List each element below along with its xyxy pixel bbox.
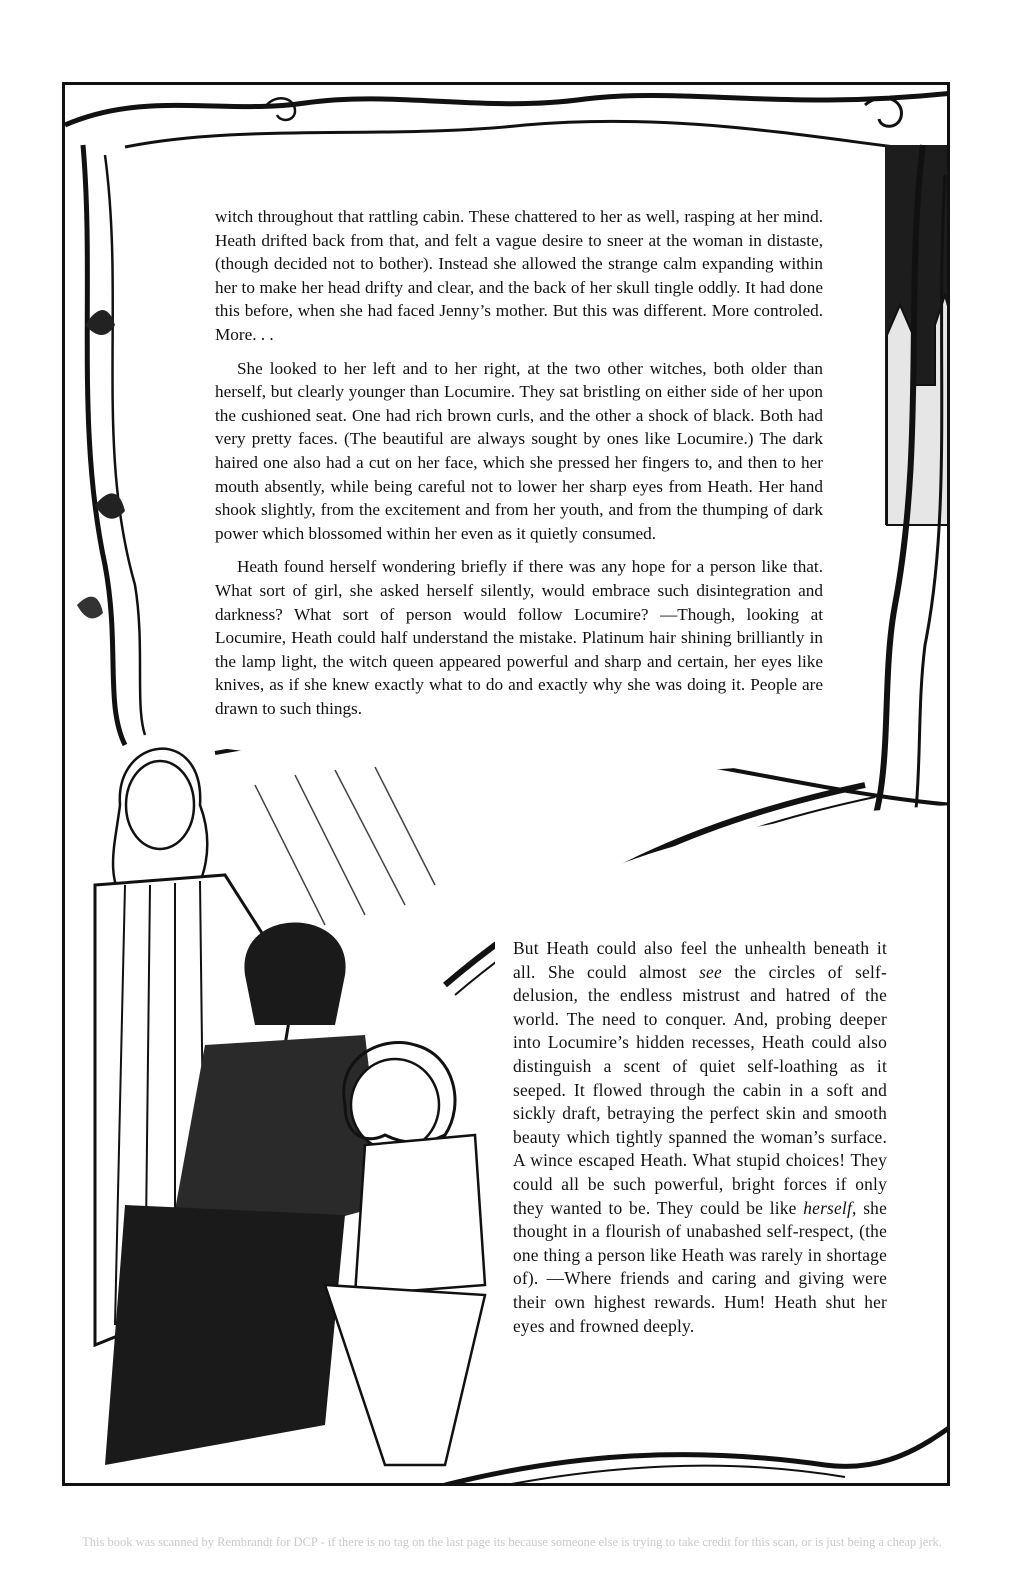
- illustrated-page-frame: [62, 82, 950, 1486]
- vine-border-bottom: [445, 1425, 950, 1485]
- upper-text-block: [215, 205, 823, 730]
- leaf-left-2: [95, 493, 125, 518]
- locumire-head: [126, 761, 194, 849]
- scan-credit-line: This book was scanned by Rembrandt for DCP - if there is no tag on the last page its because someone else is trying to take credit for this scan, or is just being a cheap jerk.: [82, 1535, 942, 1549]
- heath-skirt: [105, 1205, 345, 1465]
- paragraph-3: Heath found herself wondering briefly if there was any hope for a person like that. What sort of girl, she asked herself silently, would embrace such disintegration and darkness? What sort of person would follow Locumire? —Though, looking at Locumire, Heath could half understand the mistake. Platinum hair shining brilliantly in the lamp light, the witch queen appeared powerful and sharp and certain, her eyes like knives, as if she knew exactly what to do and exactly why she was doing it. People are drawn to such things.: [215, 557, 823, 718]
- vine-border-top: [65, 93, 950, 125]
- leaf-left-3: [77, 597, 103, 619]
- paragraph-4-part-2: the circles of self-delusion, the endless mistrust and hatred of the world. The need to conquer. And, probing deeper into Locumire’s hidden recesses, Heath could also distinguish a scent of quiet self-loathing as it seeped. It flowed through the cabin in a soft and sickly draft, betraying the perfect skin and smooth beauty which tightly spanned the woman’s surface. A wince escaped Heath. What stupid choices! They could all be such powerful, bright forces if only they wanted to be. They could be like: [513, 961, 887, 1218]
- emphasis-see: see: [699, 961, 722, 982]
- paragraph-4-part-1: But Heath could also feel the unhealth beneath it all. She could almost: [513, 938, 887, 982]
- paragraph-4: [513, 937, 887, 1338]
- emphasis-herself: herself,: [803, 1197, 857, 1218]
- paragraph-2: She looked to her left and to her right, at the two other witches, both older than herself, but clearly younger than Locumire. They sat bristling on either side of her upon the cushioned seat. One had rich brown curls, and the other a shock of black. Both had very pretty faces. (The beautiful are always sought by ones like Locumire.) The dark haired one also had a cut on her face, which she pressed her fingers to, and then to her mouth absently, while being careful not to lower her sharp eyes from Heath. Her hand shook slightly, from the excitement and from her youth, and from the thumping of dark power which blossomed within her even as it quietly consumed.: [215, 358, 823, 543]
- lower-text-block: [513, 937, 887, 1348]
- curly-witch-vest: [355, 1135, 485, 1295]
- vine-border-bottom-2: [485, 1466, 845, 1486]
- heath-hair: [244, 923, 345, 1026]
- paragraph-1: witch throughout that rattling cabin. These chattered to her as well, rasping at her mind. Heath drifted back from that, and felt a vague desire to sneer at the woman in distaste, (though decided not to bother). Instead she allowed the strange calm expanding within her to make her head drifty and clear, and the back of her skull tingle oddly. It had done this before, when she had faced Jenny’s mother. But this was different. More controled. More. . .: [215, 207, 823, 344]
- vine-left-column: [83, 145, 125, 745]
- paragraph-4-part-3: she thought in a flourish of unabashed self-respect, (the one thing a person like Heath was rarely in shortage of). —Where friends and caring and giving were their own highest rewards. Hum! Heath shut her eyes and frowned deeply.: [513, 1197, 887, 1336]
- curly-witch-legs: [325, 1285, 485, 1465]
- curl-ornament-top: [265, 98, 295, 120]
- vine-border-top-inner: [125, 121, 895, 147]
- curl-ornament-top-right: [865, 98, 901, 126]
- roof-planks: [255, 767, 435, 925]
